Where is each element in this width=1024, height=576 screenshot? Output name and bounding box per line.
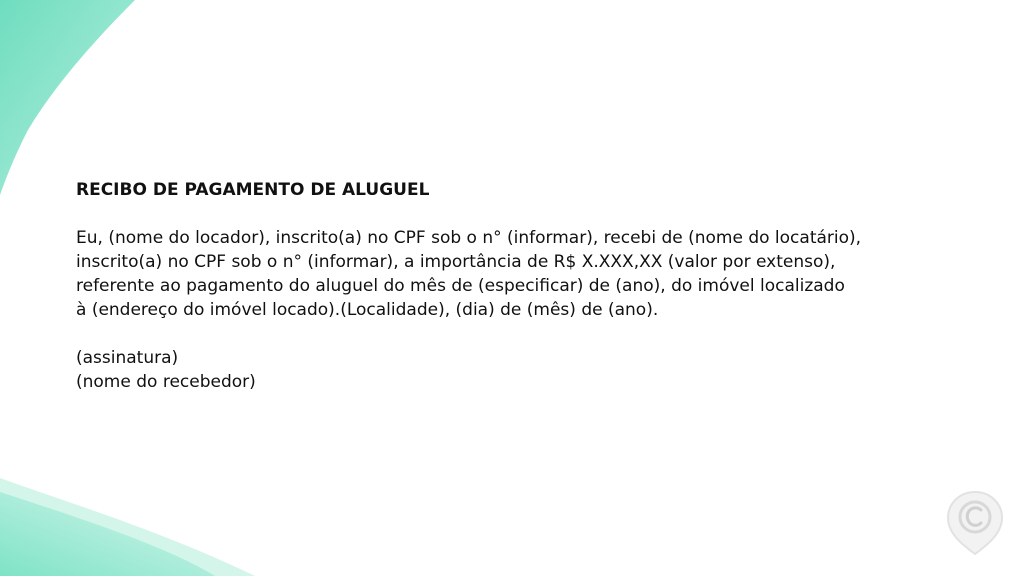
signature-placeholder: (assinatura) — [76, 348, 179, 368]
paragraph-line: à (endereço do imóvel locado).(Localidade), (dia) de (mês) de (ano). — [76, 300, 659, 320]
paragraph-line: inscrito(a) no CPF sob o n° (informar), a importância de R$ X.XXX,XX (valor por extenso), — [76, 252, 836, 272]
paragraph-line: referente ao pagamento do aluguel do mês de (especificar) de (ano), do imóvel localizado — [76, 276, 845, 296]
location-pin-logo-icon — [940, 488, 1010, 558]
signature-block — [76, 346, 976, 394]
receipt-paragraph — [76, 226, 976, 322]
receipt-document — [76, 178, 976, 394]
paragraph-line: Eu, (nome do locador), inscrito(a) no CPF sob o n° (informar), recebi de (nome do locatário), — [76, 228, 862, 248]
bottom-left-wave-shape-front — [0, 492, 215, 576]
document-title: RECIBO DE PAGAMENTO DE ALUGUEL — [76, 180, 430, 200]
top-left-wave-shape — [0, 0, 135, 195]
recipient-name-placeholder: (nome do recebedor) — [76, 372, 256, 392]
